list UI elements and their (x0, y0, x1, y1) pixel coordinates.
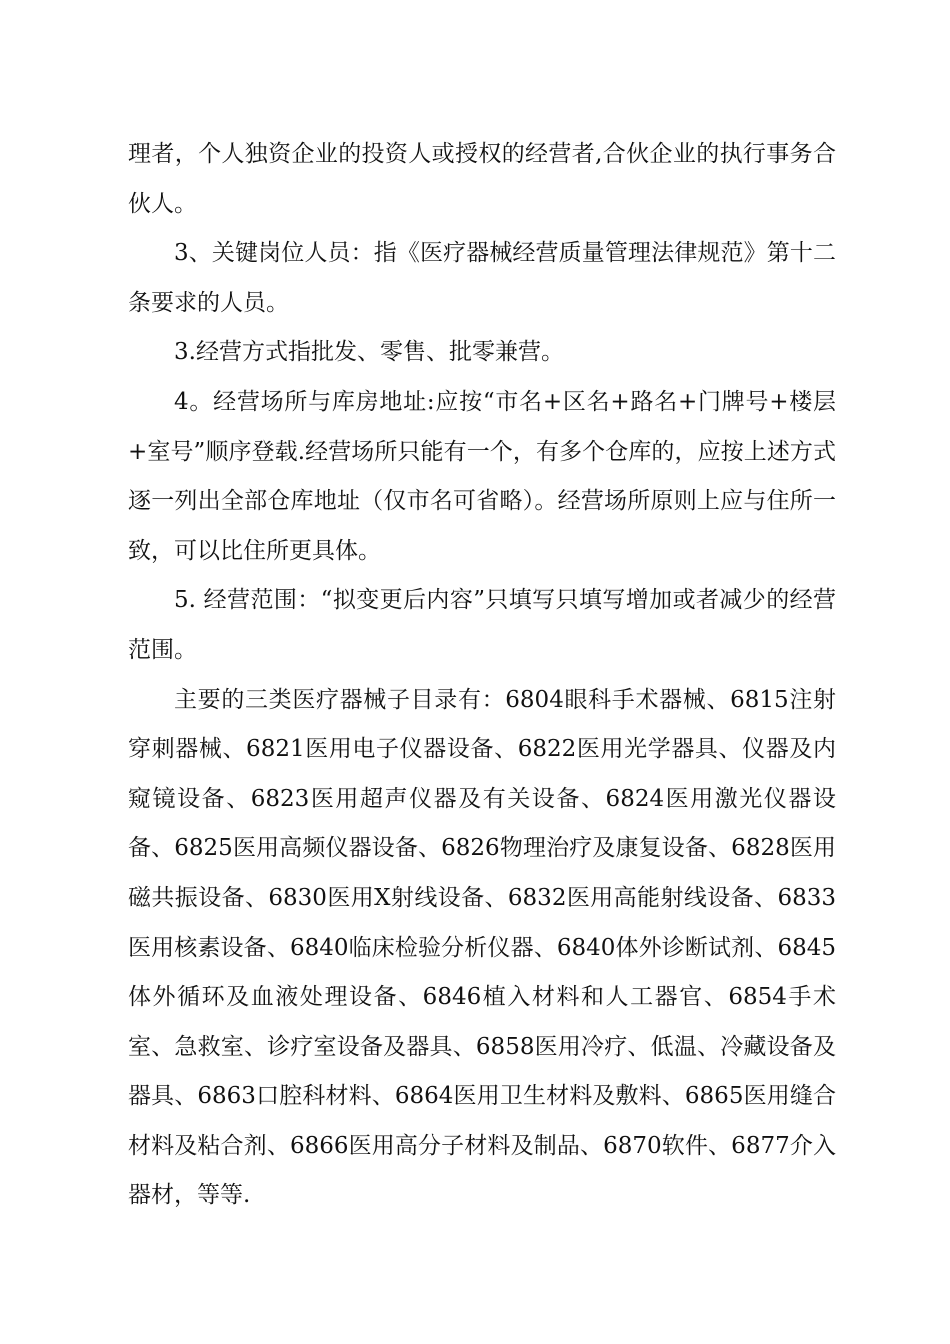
document-body (128, 130, 836, 1221)
paragraph-business-address: 4。经营场所与库房地址:应按“市名+区名+路名+门牌号+楼层+室号”顺序登载.经营场所只能有一个，有多个仓库的，应按上述方式逐一列出全部仓库地址（仅市名可省略）。经营场所原则上应与住所一致，可以比住所更具体。 (128, 388, 836, 564)
paragraph-business-scope: 5. 经营范围：“拟变更后内容”只填写只填写增加或者减少的经营范围。 (128, 587, 836, 663)
paragraph-business-mode: 3.经营方式指批发、零售、批零兼营。 (174, 339, 564, 366)
paragraph-continuation: 理者，个人独资企业的投资人或授权的经营者,合伙企业的执行事务合伙人。 (128, 141, 836, 217)
paragraph-key-personnel: 3、关键岗位人员：指《医疗器械经营质量管理法律规范》第十二条要求的人员。 (128, 240, 836, 316)
paragraph-device-catalog: 主要的三类医疗器械子目录有：6804眼科手术器械、6815注射穿刺器械、6821医用电子仪器设备、6822医用光学器具、仪器及内窥镜设备、6823医用超声仪器及有关设备、6824医用激光仪器设备、6825医用高频仪器设备、6826物理治疗及康复设备、6828医用磁共振设备、6830医用X射线设备、6832医用高能射线设备、6833医用核素设备、6840临床检验分析仪器、6840体外诊断试剂、6845体外循环及血液处理设备、6846植入材料和人工器官、6854手术室、急救室、诊疗室设备及器具、6858医用冷疗、低温、冷藏设备及器具、6863口腔科材料、6864医用卫生材料及敷料、6865医用缝合材料及粘合剂、6866医用高分子材料及制品、6870软件、6877介入器材，等等. (128, 686, 836, 1209)
